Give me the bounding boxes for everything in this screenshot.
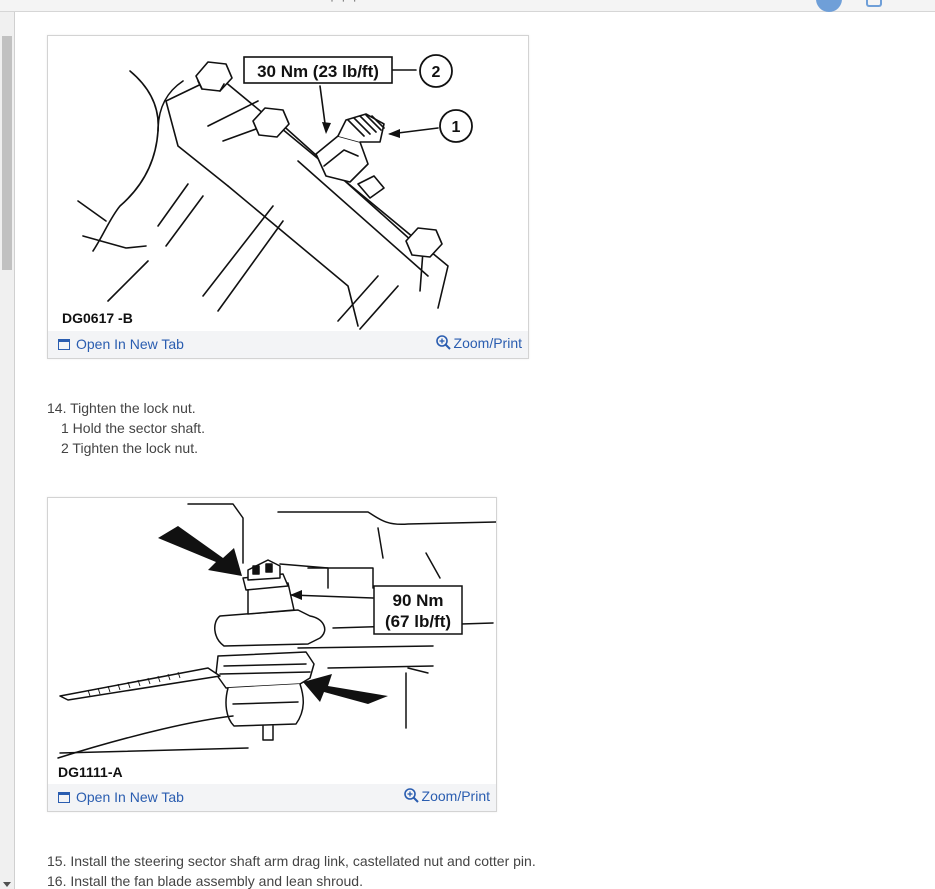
torque-callout-1: 30 Nm (23 lb/ft) — [257, 62, 379, 81]
zoom-print-link[interactable] — [403, 787, 490, 805]
top-toolbar — [0, 0, 935, 12]
tray-icon[interactable] — [866, 0, 882, 7]
step-15: 15. Install the steering sector shaft arm drag link, castellated nut and cotter pin. — [47, 853, 536, 869]
new-tab-icon — [58, 339, 70, 350]
step-14-substep-2: 2 Tighten the lock nut. — [61, 440, 198, 456]
figure-2 — [47, 497, 497, 812]
figure-2-diagram — [48, 498, 496, 786]
open-in-new-tab-link[interactable] — [58, 336, 184, 352]
zoom-print-link[interactable] — [435, 334, 522, 352]
step-14-substep-1: 1 Hold the sector shaft. — [61, 420, 205, 436]
figure-1-toolbar — [48, 331, 528, 358]
callout-number-1: 1 — [451, 119, 461, 136]
figure-1-caption: DG0617 -B — [62, 310, 133, 326]
zoom-print-label: Zoom/Print — [421, 788, 490, 804]
callout-number-2: 2 — [431, 64, 441, 81]
vertical-scrollbar[interactable] — [0, 12, 15, 889]
step-14: 14. Tighten the lock nut. — [47, 400, 196, 416]
zoom-icon — [403, 787, 421, 805]
scroll-down-arrow-icon[interactable] — [3, 882, 11, 887]
open-in-new-tab-label: Open In New Tab — [76, 336, 184, 352]
account-avatar[interactable] — [816, 0, 842, 12]
open-in-new-tab-link[interactable] — [58, 789, 184, 805]
figure-1-diagram — [48, 36, 528, 332]
figure-2-caption: DG1111-A — [58, 764, 123, 780]
title-fragment: · · · — [330, 0, 359, 7]
figure-1 — [47, 35, 529, 359]
torque-callout-2-line2: (67 lb/ft) — [384, 612, 452, 631]
zoom-icon — [435, 334, 453, 352]
zoom-print-label: Zoom/Print — [453, 335, 522, 351]
new-tab-icon — [58, 792, 70, 803]
torque-callout-2-line1: 90 Nm — [392, 591, 444, 610]
step-16: 16. Install the fan blade assembly and lean shroud. — [47, 873, 363, 889]
open-in-new-tab-label: Open In New Tab — [76, 789, 184, 805]
scrollbar-thumb[interactable] — [2, 36, 12, 270]
figure-2-toolbar — [48, 784, 496, 811]
